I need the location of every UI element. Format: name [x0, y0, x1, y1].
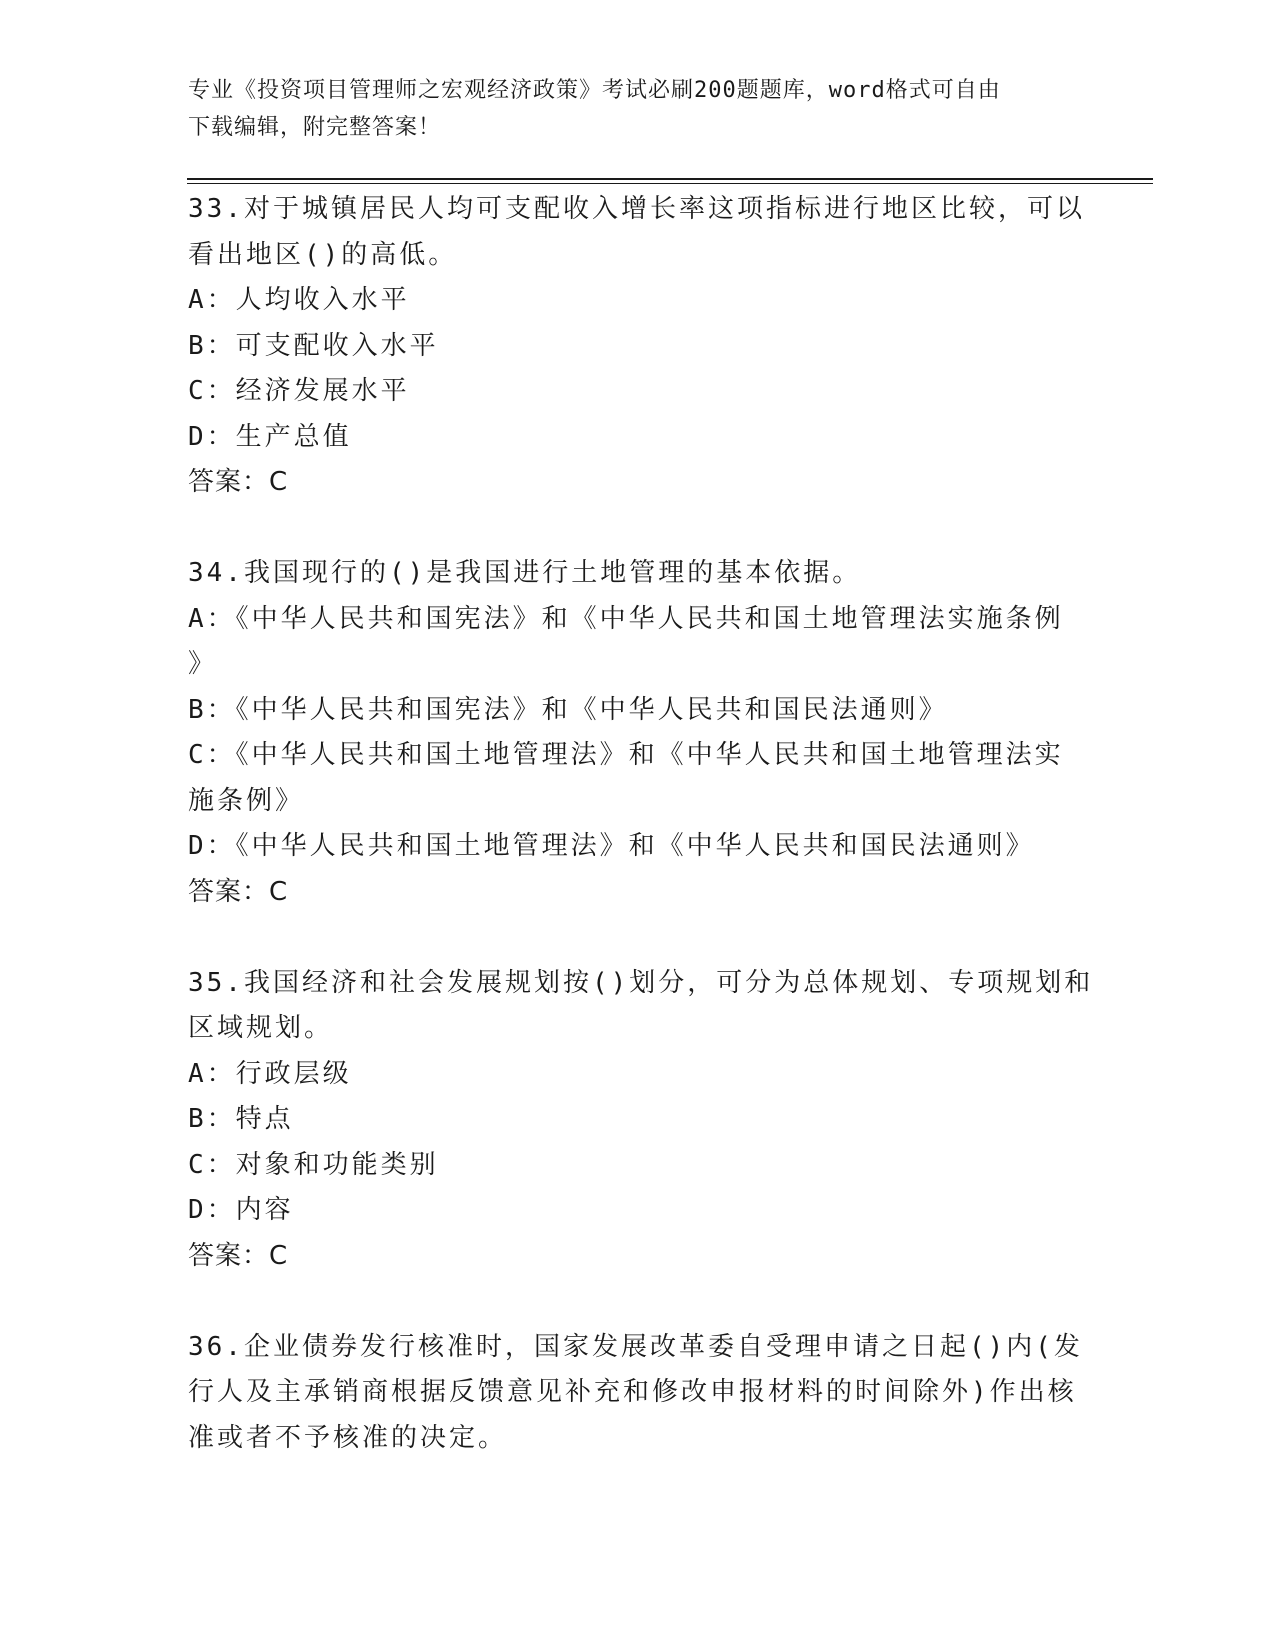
option-d: D：生产总值: [188, 421, 352, 452]
answer: 答案：C: [188, 1240, 289, 1271]
question-33: [188, 187, 1085, 506]
question-36: [188, 1325, 1083, 1462]
header-divider-thin: [187, 183, 1153, 184]
question-list: [188, 187, 1094, 1461]
option-b: B：特点: [188, 1104, 294, 1134]
spacer: [188, 506, 1068, 552]
option-a: A：《中华人民共和国宪法》和《中华人民共和国土地管理法实施条例: [188, 603, 1064, 634]
question-text-line: 34.我国现行的()是我国进行土地管理的基本依据。: [188, 558, 862, 588]
header-line-2: 下载编辑，附完整答案！: [188, 115, 442, 140]
option-c: C：对象和功能类别: [188, 1149, 439, 1180]
option-c: C：经济发展水平: [188, 376, 410, 406]
question-35: [188, 961, 1094, 1280]
option-d: D：《中华人民共和国土地管理法》和《中华人民共和国民法通则》: [188, 831, 1035, 861]
option-b: B：可支配收入水平: [188, 330, 439, 361]
header-divider-thick: [187, 178, 1153, 180]
question-text-line: 35.我国经济和社会发展规划按()划分，可分为总体规划、专项规划和: [188, 967, 1094, 998]
question-text-line: 行人及主承销商根据反馈意见补充和修改申报材料的时间除外)作出核: [188, 1377, 1077, 1407]
answer: 答案：C: [188, 467, 289, 497]
question-text-line: 36.企业债券发行核准时，国家发展改革委自受理申请之日起()内(发: [188, 1331, 1083, 1362]
option-d: D：内容: [188, 1195, 294, 1225]
option-a: A：人均收入水平: [188, 285, 410, 315]
question-text-line: 看出地区()的高低。: [188, 239, 458, 270]
spacer: [188, 1279, 1068, 1325]
option-b: B：《中华人民共和国宪法》和《中华人民共和国民法通则》: [188, 694, 948, 725]
option-a: A：行政层级: [188, 1058, 352, 1089]
option-c-continued: 施条例》: [188, 785, 305, 816]
header-line-1: 专业《投资项目管理师之宏观经济政策》考试必刷200题题库，word格式可自由: [188, 78, 1001, 103]
question-text-line: 准或者不予核准的决定。: [188, 1422, 508, 1453]
option-a-continued: 》: [188, 649, 218, 679]
spacer: [188, 915, 1068, 961]
option-c: C：《中华人民共和国土地管理法》和《中华人民共和国土地管理法实: [188, 740, 1064, 770]
question-text-line: 区域规划。: [188, 1013, 334, 1043]
answer: 答案：C: [188, 876, 289, 907]
question-text-line: 33.对于城镇居民人均可支配收入增长率这项指标进行地区比较，可以: [188, 194, 1085, 224]
question-34: [188, 551, 1068, 915]
document-header: [188, 72, 1068, 146]
